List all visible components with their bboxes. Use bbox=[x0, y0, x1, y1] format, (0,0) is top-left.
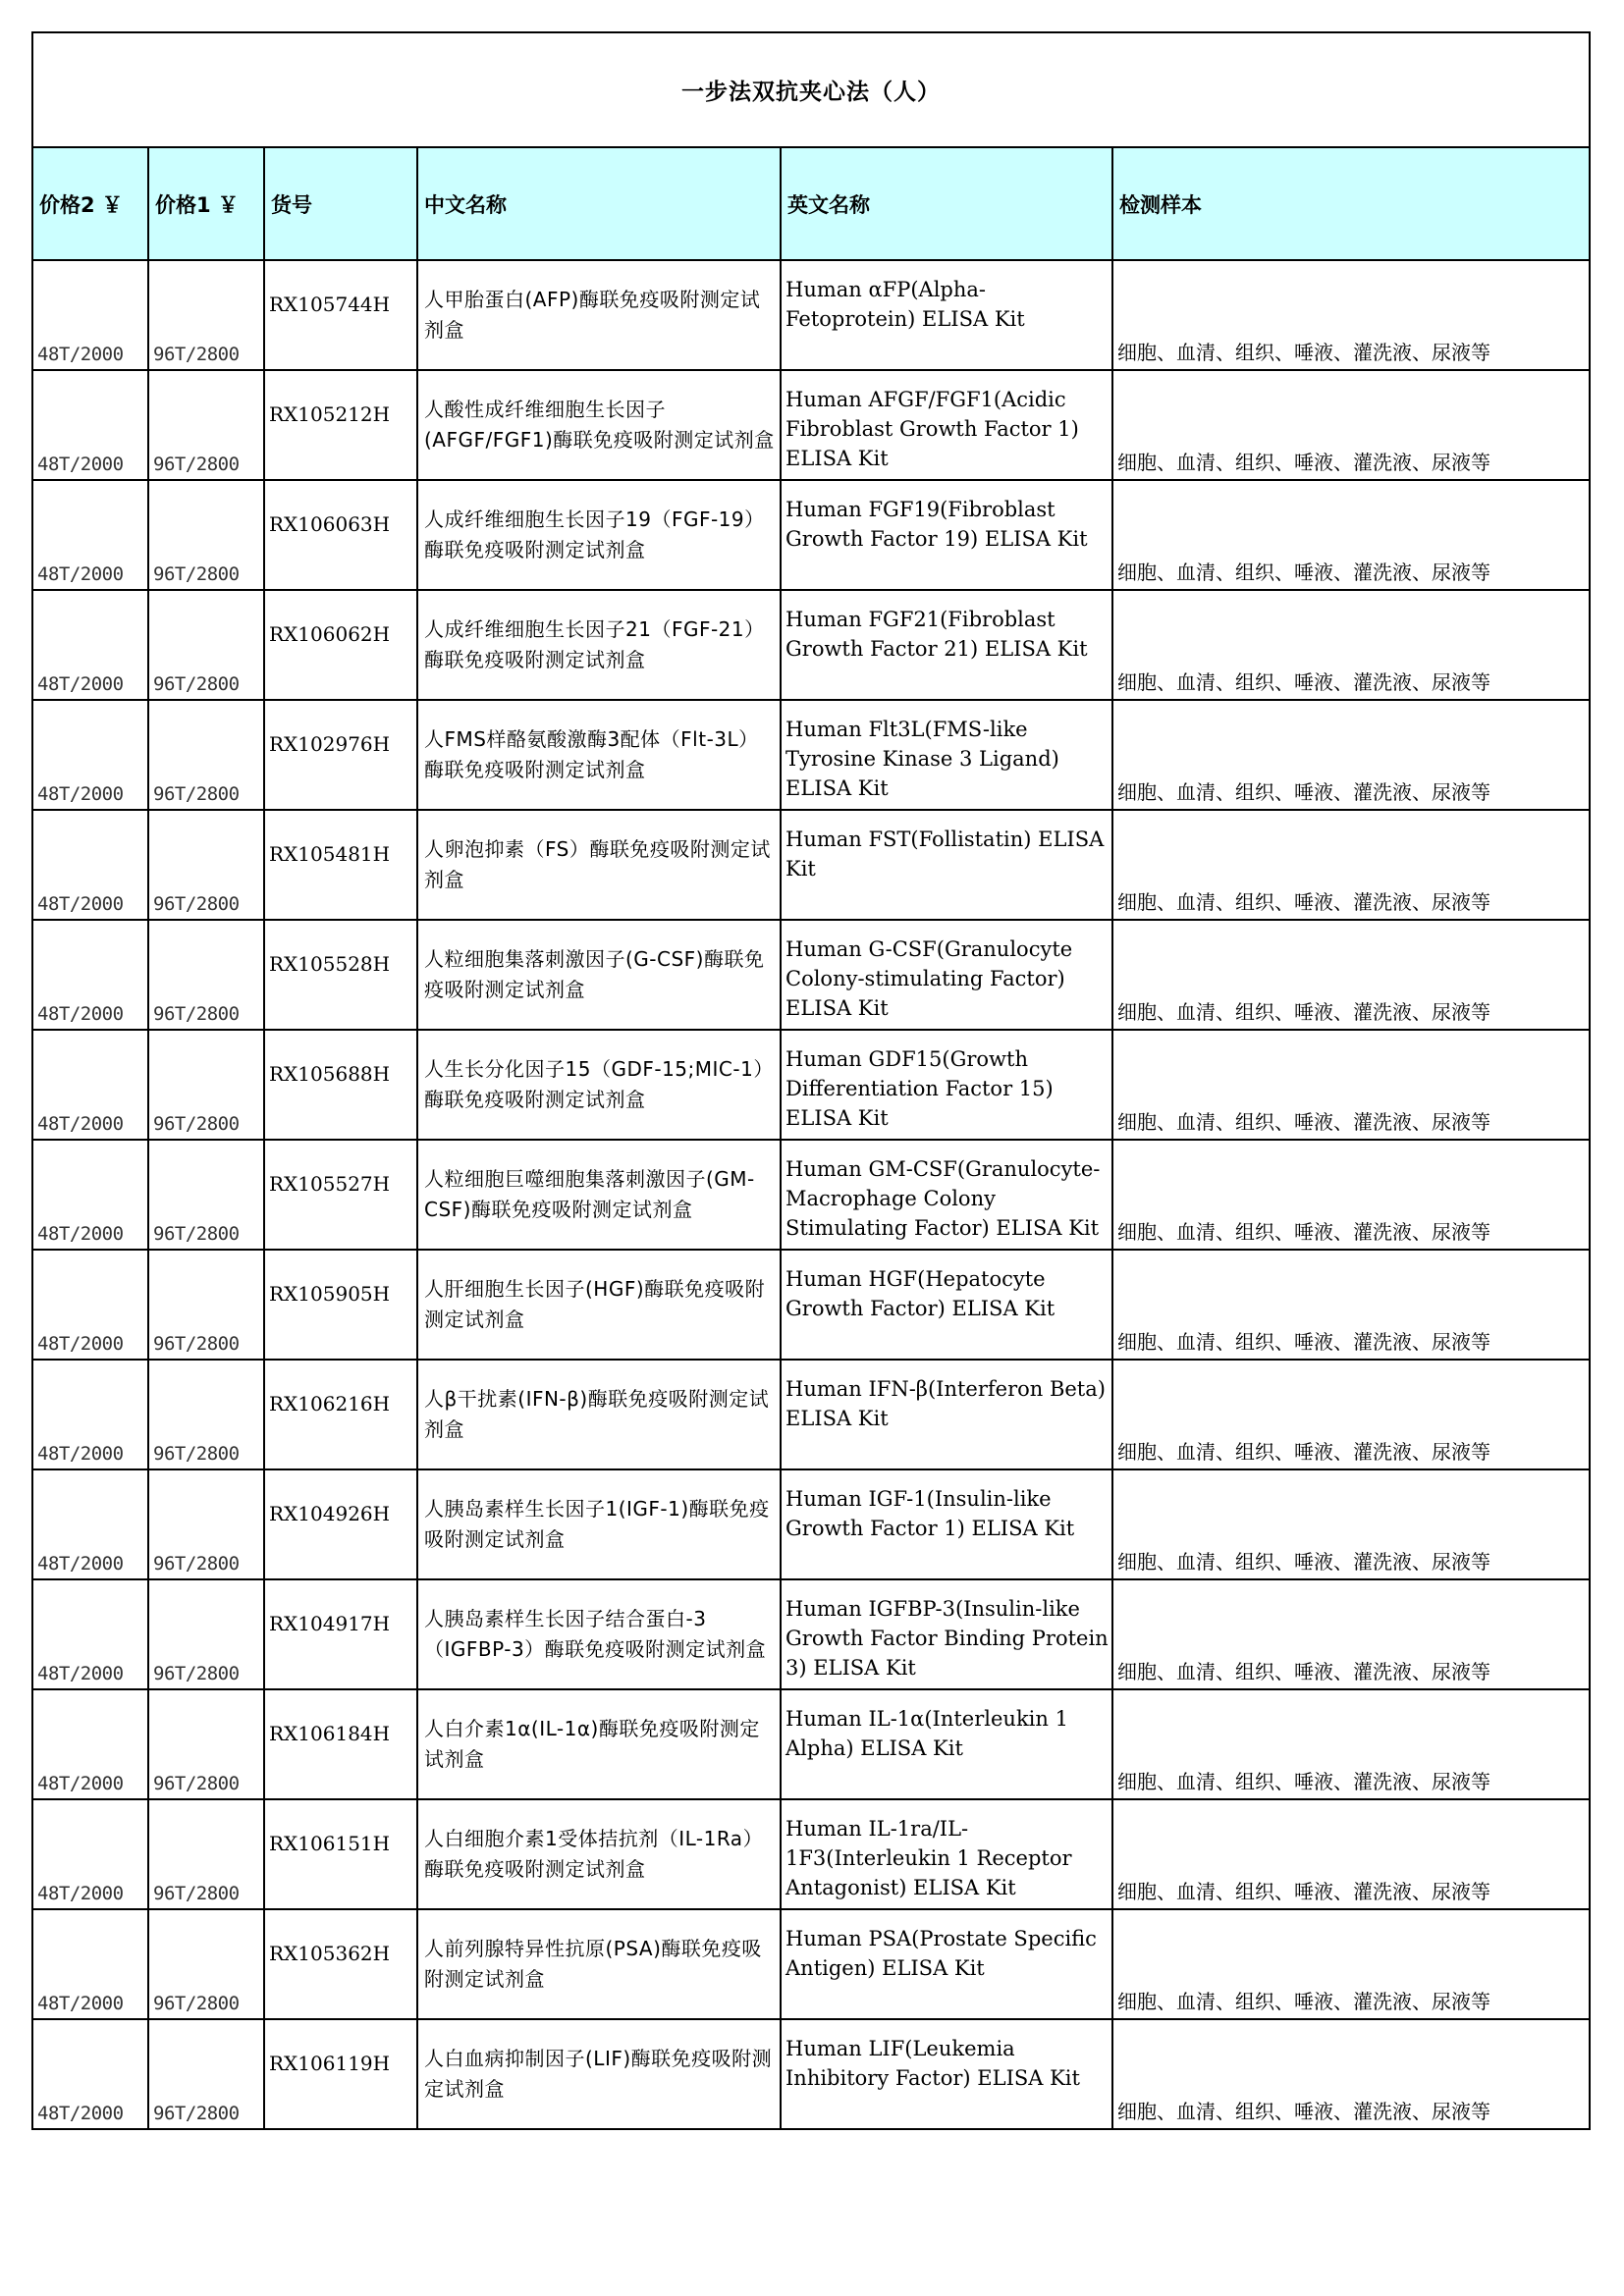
price2-cell: 48T/2000 bbox=[32, 700, 148, 810]
sample-cell: 细胞、血清、组织、唾液、灌洗液、尿液等 bbox=[1112, 370, 1590, 480]
table-row bbox=[32, 480, 1590, 590]
table-row bbox=[32, 260, 1590, 370]
sku-cell: RX105744H bbox=[264, 260, 417, 370]
en-name-cell: Human G-CSF(Granulocyte Colony-stimulating Factor) ELISA Kit bbox=[781, 920, 1112, 1030]
sku-cell: RX106151H bbox=[264, 1799, 417, 1909]
price1-cell: 96T/2800 bbox=[148, 1799, 264, 1909]
sku-cell: RX105527H bbox=[264, 1140, 417, 1250]
sample-cell: 细胞、血清、组织、唾液、灌洗液、尿液等 bbox=[1112, 590, 1590, 700]
sku-cell: RX105481H bbox=[264, 810, 417, 920]
en-name-cell: Human FGF21(Fibroblast Growth Factor 21) ELISA Kit bbox=[781, 590, 1112, 700]
price2-cell: 48T/2000 bbox=[32, 370, 148, 480]
sku-cell: RX104917H bbox=[264, 1579, 417, 1689]
en-name-cell: Human IGF-1(Insulin-like Growth Factor 1) ELISA Kit bbox=[781, 1469, 1112, 1579]
en-name-cell: Human IL-1ra/IL-1F3(Interleukin 1 Receptor Antagonist) ELISA Kit bbox=[781, 1799, 1112, 1909]
sku-cell: RX105362H bbox=[264, 1909, 417, 2019]
cn-name-cell: 人卵泡抑素（FS）酶联免疫吸附测定试剂盒 bbox=[417, 810, 781, 920]
sku-cell: RX106062H bbox=[264, 590, 417, 700]
price1-cell: 96T/2800 bbox=[148, 2019, 264, 2129]
cn-name-cell: 人粒细胞巨噬细胞集落刺激因子(GM-CSF)酶联免疫吸附测定试剂盒 bbox=[417, 1140, 781, 1250]
header-price2: 价格2 ￥ bbox=[32, 147, 148, 260]
cn-name-cell: 人白血病抑制因子(LIF)酶联免疫吸附测定试剂盒 bbox=[417, 2019, 781, 2129]
price2-cell: 48T/2000 bbox=[32, 1469, 148, 1579]
price1-cell: 96T/2800 bbox=[148, 260, 264, 370]
sku-cell: RX105212H bbox=[264, 370, 417, 480]
table-row bbox=[32, 1140, 1590, 1250]
sample-cell: 细胞、血清、组织、唾液、灌洗液、尿液等 bbox=[1112, 700, 1590, 810]
price2-cell: 48T/2000 bbox=[32, 920, 148, 1030]
price1-cell: 96T/2800 bbox=[148, 1689, 264, 1799]
cn-name-cell: 人甲胎蛋白(AFP)酶联免疫吸附测定试剂盒 bbox=[417, 260, 781, 370]
cn-name-cell: 人白介素1α(IL-1α)酶联免疫吸附测定试剂盒 bbox=[417, 1689, 781, 1799]
en-name-cell: Human IFN-β(Interferon Beta) ELISA Kit bbox=[781, 1360, 1112, 1469]
header-cn-name: 中文名称 bbox=[417, 147, 781, 260]
en-name-cell: Human FST(Follistatin) ELISA Kit bbox=[781, 810, 1112, 920]
table-row bbox=[32, 920, 1590, 1030]
price1-cell: 96T/2800 bbox=[148, 1579, 264, 1689]
cn-name-cell: 人FMS样酪氨酸激酶3配体（Flt-3L）酶联免疫吸附测定试剂盒 bbox=[417, 700, 781, 810]
sku-cell: RX102976H bbox=[264, 700, 417, 810]
price2-cell: 48T/2000 bbox=[32, 1799, 148, 1909]
sample-cell: 细胞、血清、组织、唾液、灌洗液、尿液等 bbox=[1112, 1689, 1590, 1799]
sample-cell: 细胞、血清、组织、唾液、灌洗液、尿液等 bbox=[1112, 2019, 1590, 2129]
cn-name-cell: 人酸性成纤维细胞生长因子(AFGF/FGF1)酶联免疫吸附测定试剂盒 bbox=[417, 370, 781, 480]
header-sample: 检测样本 bbox=[1112, 147, 1590, 260]
price1-cell: 96T/2800 bbox=[148, 1909, 264, 2019]
price2-cell: 48T/2000 bbox=[32, 590, 148, 700]
page-title: 一步法双抗夹心法（人） bbox=[32, 32, 1590, 147]
en-name-cell: Human HGF(Hepatocyte Growth Factor) ELISA Kit bbox=[781, 1250, 1112, 1360]
cn-name-cell: 人成纤维细胞生长因子19（FGF-19）酶联免疫吸附测定试剂盒 bbox=[417, 480, 781, 590]
en-name-cell: Human AFGF/FGF1(Acidic Fibroblast Growth Factor 1) ELISA Kit bbox=[781, 370, 1112, 480]
price2-cell: 48T/2000 bbox=[32, 480, 148, 590]
en-name-cell: Human Flt3L(FMS-like Tyrosine Kinase 3 Ligand) ELISA Kit bbox=[781, 700, 1112, 810]
sku-cell: RX104926H bbox=[264, 1469, 417, 1579]
table-row bbox=[32, 1250, 1590, 1360]
cn-name-cell: 人肝细胞生长因子(HGF)酶联免疫吸附测定试剂盒 bbox=[417, 1250, 781, 1360]
cn-name-cell: 人胰岛素样生长因子1(IGF-1)酶联免疫吸附测定试剂盒 bbox=[417, 1469, 781, 1579]
cn-name-cell: 人粒细胞集落刺激因子(G-CSF)酶联免疫吸附测定试剂盒 bbox=[417, 920, 781, 1030]
en-name-cell: Human PSA(Prostate Specific Antigen) ELISA Kit bbox=[781, 1909, 1112, 2019]
en-name-cell: Human αFP(Alpha-Fetoprotein) ELISA Kit bbox=[781, 260, 1112, 370]
price1-cell: 96T/2800 bbox=[148, 810, 264, 920]
header-row bbox=[32, 147, 1590, 260]
sku-cell: RX105905H bbox=[264, 1250, 417, 1360]
en-name-cell: Human FGF19(Fibroblast Growth Factor 19) ELISA Kit bbox=[781, 480, 1112, 590]
price2-cell: 48T/2000 bbox=[32, 1250, 148, 1360]
sample-cell: 细胞、血清、组织、唾液、灌洗液、尿液等 bbox=[1112, 1140, 1590, 1250]
table-row bbox=[32, 1579, 1590, 1689]
price2-cell: 48T/2000 bbox=[32, 1140, 148, 1250]
sample-cell: 细胞、血清、组织、唾液、灌洗液、尿液等 bbox=[1112, 1799, 1590, 1909]
price1-cell: 96T/2800 bbox=[148, 1140, 264, 1250]
sample-cell: 细胞、血清、组织、唾液、灌洗液、尿液等 bbox=[1112, 1909, 1590, 2019]
cn-name-cell: 人β干扰素(IFN-β)酶联免疫吸附测定试剂盒 bbox=[417, 1360, 781, 1469]
price1-cell: 96T/2800 bbox=[148, 920, 264, 1030]
price1-cell: 96T/2800 bbox=[148, 1469, 264, 1579]
price2-cell: 48T/2000 bbox=[32, 1689, 148, 1799]
table-row bbox=[32, 590, 1590, 700]
sample-cell: 细胞、血清、组织、唾液、灌洗液、尿液等 bbox=[1112, 1579, 1590, 1689]
cn-name-cell: 人白细胞介素1受体拮抗剂（IL-1Ra）酶联免疫吸附测定试剂盒 bbox=[417, 1799, 781, 1909]
table-row bbox=[32, 2019, 1590, 2129]
table-row bbox=[32, 1469, 1590, 1579]
price1-cell: 96T/2800 bbox=[148, 480, 264, 590]
price1-cell: 96T/2800 bbox=[148, 1250, 264, 1360]
sku-cell: RX106063H bbox=[264, 480, 417, 590]
product-table bbox=[31, 31, 1591, 2130]
en-name-cell: Human IGFBP-3(Insulin-like Growth Factor Binding Protein 3) ELISA Kit bbox=[781, 1579, 1112, 1689]
table-row bbox=[32, 1030, 1590, 1140]
price2-cell: 48T/2000 bbox=[32, 2019, 148, 2129]
sku-cell: RX106216H bbox=[264, 1360, 417, 1469]
price1-cell: 96T/2800 bbox=[148, 370, 264, 480]
price1-cell: 96T/2800 bbox=[148, 1030, 264, 1140]
table-row bbox=[32, 1799, 1590, 1909]
sample-cell: 细胞、血清、组织、唾液、灌洗液、尿液等 bbox=[1112, 1250, 1590, 1360]
price1-cell: 96T/2800 bbox=[148, 700, 264, 810]
header-en-name: 英文名称 bbox=[781, 147, 1112, 260]
table-row bbox=[32, 1909, 1590, 2019]
sample-cell: 细胞、血清、组织、唾液、灌洗液、尿液等 bbox=[1112, 1360, 1590, 1469]
cn-name-cell: 人成纤维细胞生长因子21（FGF-21）酶联免疫吸附测定试剂盒 bbox=[417, 590, 781, 700]
cn-name-cell: 人前列腺特异性抗原(PSA)酶联免疫吸附测定试剂盒 bbox=[417, 1909, 781, 2019]
en-name-cell: Human LIF(Leukemia Inhibitory Factor) ELISA Kit bbox=[781, 2019, 1112, 2129]
cn-name-cell: 人胰岛素样生长因子结合蛋白-3（IGFBP-3）酶联免疫吸附测定试剂盒 bbox=[417, 1579, 781, 1689]
sku-cell: RX105528H bbox=[264, 920, 417, 1030]
price2-cell: 48T/2000 bbox=[32, 810, 148, 920]
table-row bbox=[32, 810, 1590, 920]
sku-cell: RX106119H bbox=[264, 2019, 417, 2129]
price2-cell: 48T/2000 bbox=[32, 260, 148, 370]
sku-cell: RX106184H bbox=[264, 1689, 417, 1799]
en-name-cell: Human GM-CSF(Granulocyte-Macrophage Colony Stimulating Factor) ELISA Kit bbox=[781, 1140, 1112, 1250]
sample-cell: 细胞、血清、组织、唾液、灌洗液、尿液等 bbox=[1112, 1030, 1590, 1140]
header-price1: 价格1 ￥ bbox=[148, 147, 264, 260]
table-row bbox=[32, 1360, 1590, 1469]
price2-cell: 48T/2000 bbox=[32, 1579, 148, 1689]
cn-name-cell: 人生长分化因子15（GDF-15;MIC-1）酶联免疫吸附测定试剂盒 bbox=[417, 1030, 781, 1140]
sample-cell: 细胞、血清、组织、唾液、灌洗液、尿液等 bbox=[1112, 480, 1590, 590]
price2-cell: 48T/2000 bbox=[32, 1909, 148, 2019]
price2-cell: 48T/2000 bbox=[32, 1030, 148, 1140]
sample-cell: 细胞、血清、组织、唾液、灌洗液、尿液等 bbox=[1112, 920, 1590, 1030]
sample-cell: 细胞、血清、组织、唾液、灌洗液、尿液等 bbox=[1112, 1469, 1590, 1579]
table-row bbox=[32, 370, 1590, 480]
en-name-cell: Human GDF15(Growth Differentiation Factor 15) ELISA Kit bbox=[781, 1030, 1112, 1140]
price1-cell: 96T/2800 bbox=[148, 1360, 264, 1469]
price1-cell: 96T/2800 bbox=[148, 590, 264, 700]
sample-cell: 细胞、血清、组织、唾液、灌洗液、尿液等 bbox=[1112, 810, 1590, 920]
sample-cell: 细胞、血清、组织、唾液、灌洗液、尿液等 bbox=[1112, 260, 1590, 370]
en-name-cell: Human IL-1α(Interleukin 1 Alpha) ELISA Kit bbox=[781, 1689, 1112, 1799]
price2-cell: 48T/2000 bbox=[32, 1360, 148, 1469]
table-row bbox=[32, 700, 1590, 810]
sku-cell: RX105688H bbox=[264, 1030, 417, 1140]
table-row bbox=[32, 1689, 1590, 1799]
header-sku: 货号 bbox=[264, 147, 417, 260]
